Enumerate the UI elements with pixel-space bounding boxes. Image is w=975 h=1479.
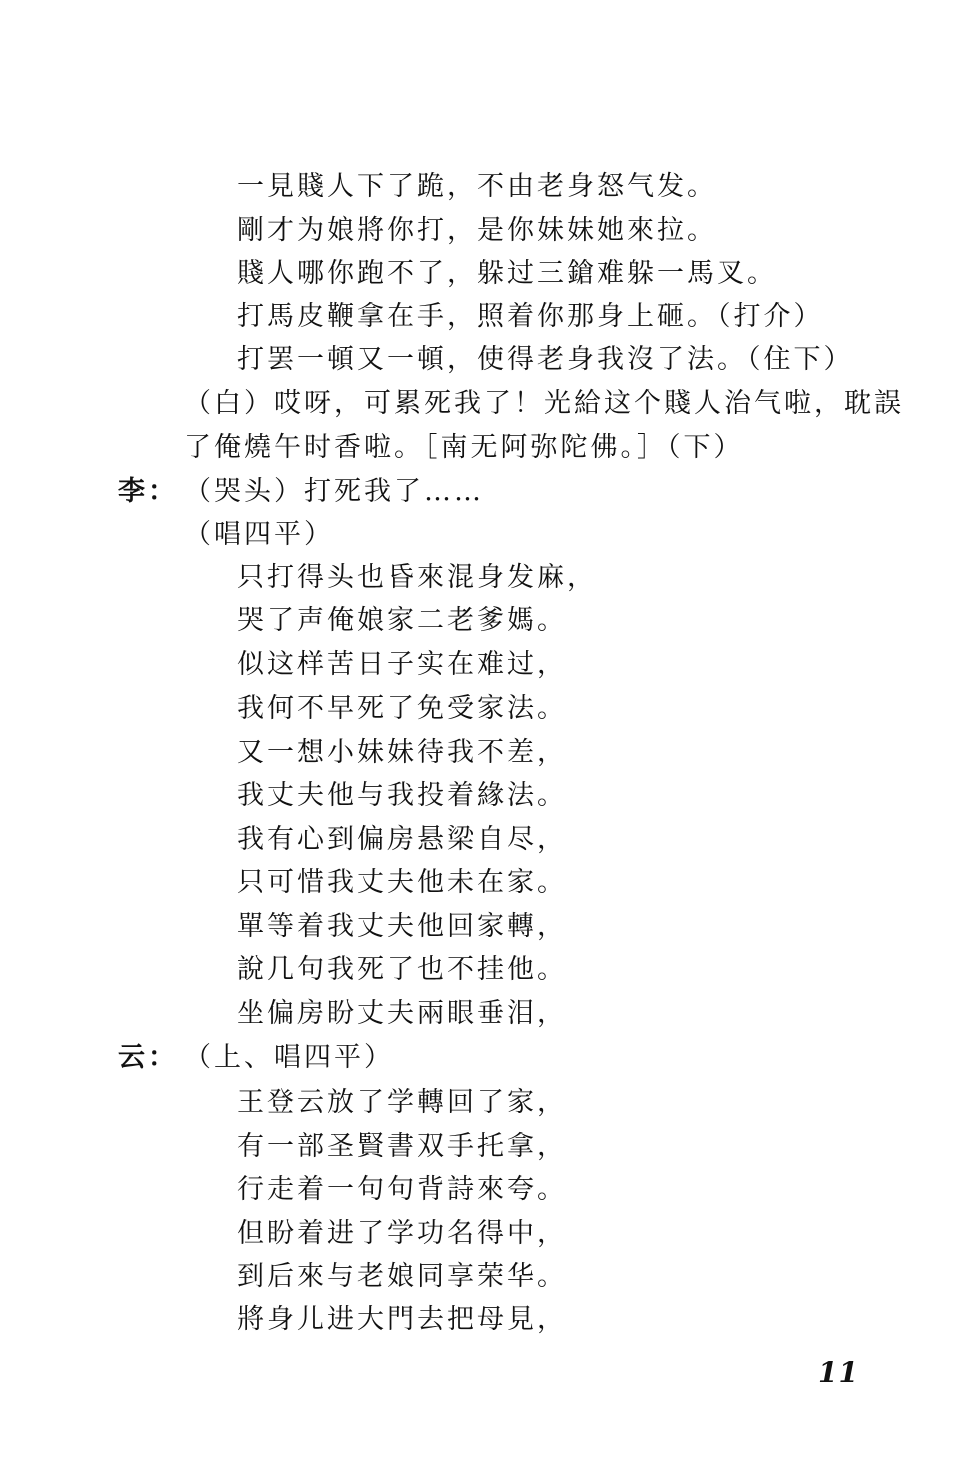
dialogue-line: （白）哎呀，可累死我了！光給这个賤人治气啦，耽誤 [184, 388, 904, 419]
verse-line: 但盼着进了学功名得中， [237, 1218, 567, 1249]
verse-line: 一見賤人下了跪，不由老身怒气发。 [237, 171, 717, 202]
dialogue-line: 了俺燒午时香啦。［南无阿弥陀佛。］（下） [184, 432, 744, 463]
verse-line: 行走着一句句背詩來夸。 [237, 1174, 567, 1205]
verse-line: 有一部圣賢書双手托拿， [237, 1131, 567, 1162]
verse-line: 打罢一頓又一頓，使得老身我沒了法。（住下） [237, 344, 854, 375]
stage-direction: （上、唱四平） [184, 1042, 394, 1073]
stage-direction: （唱四平） [184, 519, 334, 550]
verse-line: 單等着我丈夫他回家轉， [237, 911, 567, 942]
verse-line: 又一想小妹妹待我不差， [237, 737, 567, 768]
verse-line: 剛才为娘將你打，是你妹妹她來拉。 [237, 215, 717, 246]
verse-line: 我有心到偏房悬梁自尽， [237, 824, 567, 855]
verse-line: 我丈夫他与我投着緣法。 [237, 780, 567, 811]
verse-line: 哭了声俺娘家二老爹媽。 [237, 605, 567, 636]
stage-direction: （哭头）打死我了…… [184, 476, 484, 507]
verse-line: 似这样苦日子实在难过， [237, 649, 567, 680]
speaker-label-li: 李： [118, 476, 178, 507]
page-number: 11 [818, 1356, 859, 1389]
speaker-label-yun: 云： [118, 1042, 178, 1073]
verse-line: 到后來与老娘同享荣华。 [237, 1261, 567, 1292]
verse-line: 只打得头也昏來混身发麻， [237, 562, 597, 593]
verse-line: 坐偏房盼丈夫兩眼垂泪， [237, 998, 567, 1029]
verse-line: 說几句我死了也不挂他。 [237, 954, 567, 985]
verse-line: 將身儿进大門去把母見， [237, 1304, 567, 1335]
verse-line: 我何不早死了免受家法。 [237, 693, 567, 724]
verse-line: 王登云放了学轉回了家， [237, 1087, 567, 1118]
verse-line: 打馬皮鞭拿在手，照着你那身上砸。（打介） [237, 301, 824, 332]
verse-line: 賤人哪你跑不了，躲过三鎗难躲一馬叉。 [237, 258, 777, 289]
verse-line: 只可惜我丈夫他未在家。 [237, 867, 567, 898]
